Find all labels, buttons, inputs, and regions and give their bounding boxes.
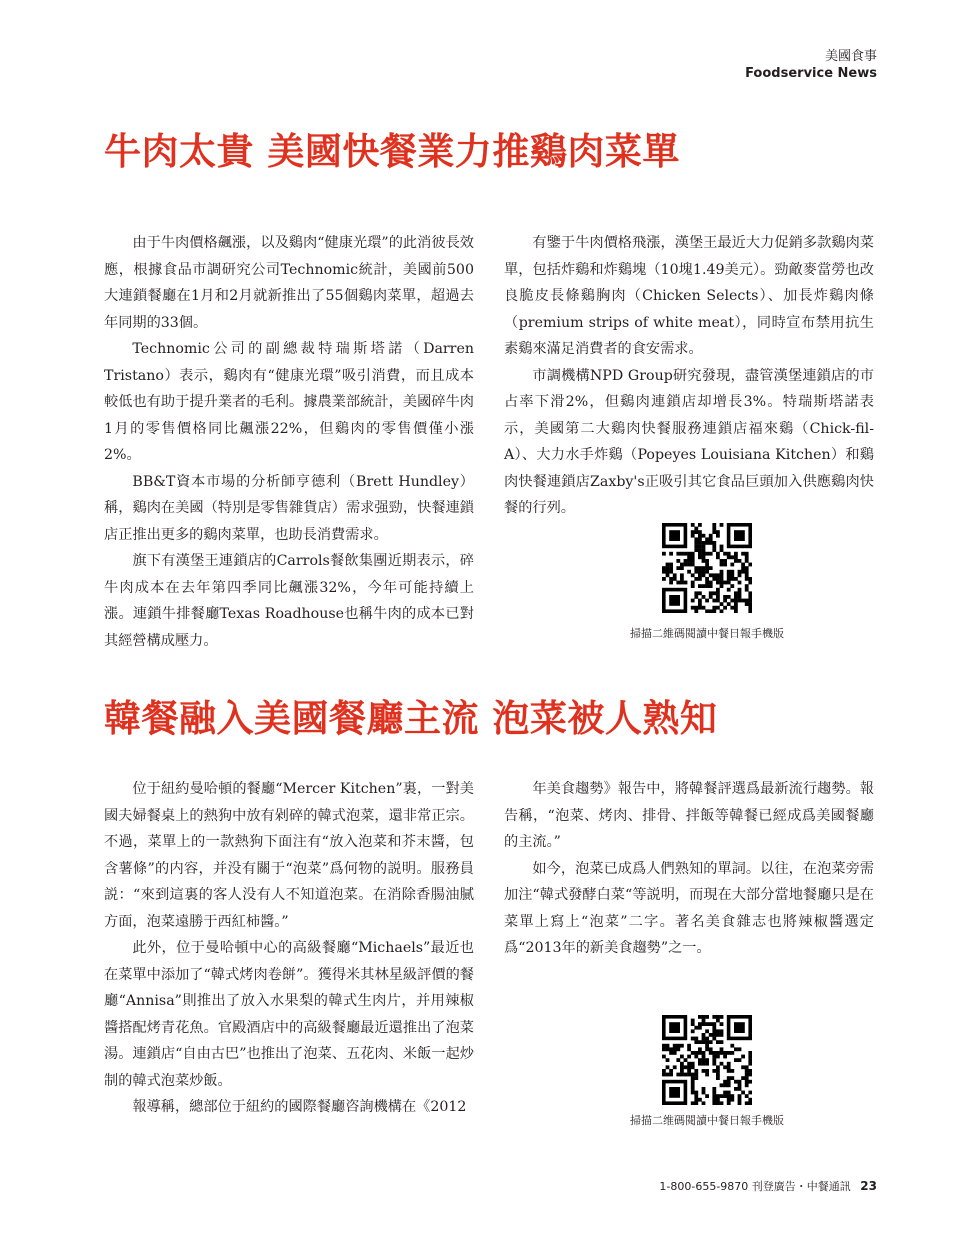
page-number: 23 — [860, 1179, 877, 1193]
paragraph: 報導稱，總部位于紐約的國際餐廳咨詢機構在《2012 — [132, 1099, 467, 1115]
paragraph: BB&T資本市場的分析師亨德利（Brett Hundley）稱，鷄肉在美國（特別是零售雜貨店）需求强勁，快餐連鎖店正推出更多的鷄肉菜單，也助長消費需求。 — [104, 473, 474, 543]
paragraph: 由于牛肉價格飆漲，以及鷄肉“健康光環”的此消彼長效應，根據食品市調研究公司Technomic統計，美國前500大連鎖餐廳在1月和2月就新推出了55個鷄肉菜單，超過去年同期的33個。 — [104, 235, 474, 331]
paragraph: 有鑒于牛肉價格飛漲，漢堡王最近大力促銷多款鷄肉菜單，包括炸鷄和炸鷄塊（10塊1.49美元）。勁敵麥當勞也改良脆皮長條鷄胸肉（Chicken Selects）、加長炸鷄肉條（premium strips of white meat），同時宣布禁用抗生素鷄來滿足消費者的食安需求。 — [504, 235, 874, 357]
qr-code-icon[interactable] — [662, 1015, 752, 1105]
footer-phone: 1-800-655-9870 — [659, 1180, 749, 1193]
paragraph: 此外，位于曼哈頓中心的高級餐廳“Michaels”最近也在菜單中添加了“韓式烤肉卷餅”。獲得米其林星級評價的餐廳“Annisa”則推出了放入水果梨的韓式生肉片，并用辣椒醬搭配烤青花魚。官殿酒店中的高級餐廳最近還推出了泡菜湯。連鎖店“自由古巴”也推出了泡菜、五花肉、米飯一起炒制的韓式泡菜炒飯。 — [104, 940, 474, 1089]
qr-code-icon[interactable] — [662, 523, 752, 613]
paragraph: 旗下有漢堡王連鎖店的Carrols餐飲集團近期表示，碎牛肉成本在去年第四季同比飆漲32%，今年可能持續上漲。連鎖牛排餐廳Texas Roadhouse也稱牛肉的成本已對其經營構成壓力。 — [104, 553, 474, 649]
page-footer — [659, 1178, 877, 1195]
page-header — [745, 48, 877, 82]
article2-qr-caption: 掃描二维碼閱讀中餐日報手機版 — [630, 1114, 784, 1127]
article2-right-column — [504, 776, 874, 962]
paragraph: 年美食趨勢》報告中，將韓餐評選爲最新流行趨勢。報告稱，“泡菜、烤肉、排骨、拌飯等韓餐已經成爲美國餐廳的主流。” — [504, 781, 874, 850]
paragraph: Technomic公司的副總裁特瑞斯塔諾（Darren Tristano）表示，鷄肉有“健康光環”吸引消費，而且成本較低也有助于提升業者的毛利。據農業部統計，美國碎牛肉1月的零售價格同比飆漲22%，但鷄肉的零售價僅小漲2%。 — [104, 341, 474, 463]
paragraph: 如今，泡菜已成爲人們熟知的單詞。以往，在泡菜旁需加注“韓式發酵白菜“等説明，而現在大部分當地餐廳只是在菜單上寫上“泡菜”二字。著名美食雜志也將辣椒醬選定爲“2013年的新美食趨勢”之一。 — [504, 860, 874, 956]
article2-left-column — [104, 776, 474, 1121]
article2-headline: 韓餐融入美國餐廳主流 泡菜被人熟知 — [104, 696, 718, 740]
paragraph: 市調機構NPD Group研究發現，盡管漢堡連鎖店的市占率下滑2%，但鷄肉連鎖店却增長3%。特瑞斯塔諾表示，美國第二大鷄肉快餐服務連鎖店福來鷄（Chick-fil-A）、大力水手炸鷄（Popeyes Louisiana Kitchen）和鷄肉快餐連鎖店Zaxby's正吸引其它食品巨頭加入供應鷄肉快餐的行列。 — [504, 367, 874, 516]
article1-left-column — [104, 230, 474, 654]
article1-headline: 牛肉太貴 美國快餐業力推鷄肉菜單 — [104, 129, 680, 173]
article1-right-column — [504, 230, 874, 522]
article1-qr-caption: 掃描二維碼閱讀中餐日報手機版 — [630, 627, 784, 640]
section-title-en: Foodservice News — [745, 66, 877, 81]
section-title-zh: 美國食事 — [824, 49, 877, 64]
footer-label: 刊登廣告・中餐通訊 — [751, 1180, 851, 1193]
paragraph: 位于紐約曼哈頓的餐廳“Mercer Kitchen”裏，一對美國夫婦餐桌上的熱狗中放有剁碎的韓式泡菜，還非常正宗。不過，菜單上的一款熱狗下面注有“放入泡菜和芥末醬，包含薯條”的内容，并没有關于“泡菜”爲何物的説明。服務員説：“來到這裏的客人没有人不知道泡菜。在消除香腸油膩方面，泡菜遠勝于西紅柿醬。” — [104, 781, 474, 930]
